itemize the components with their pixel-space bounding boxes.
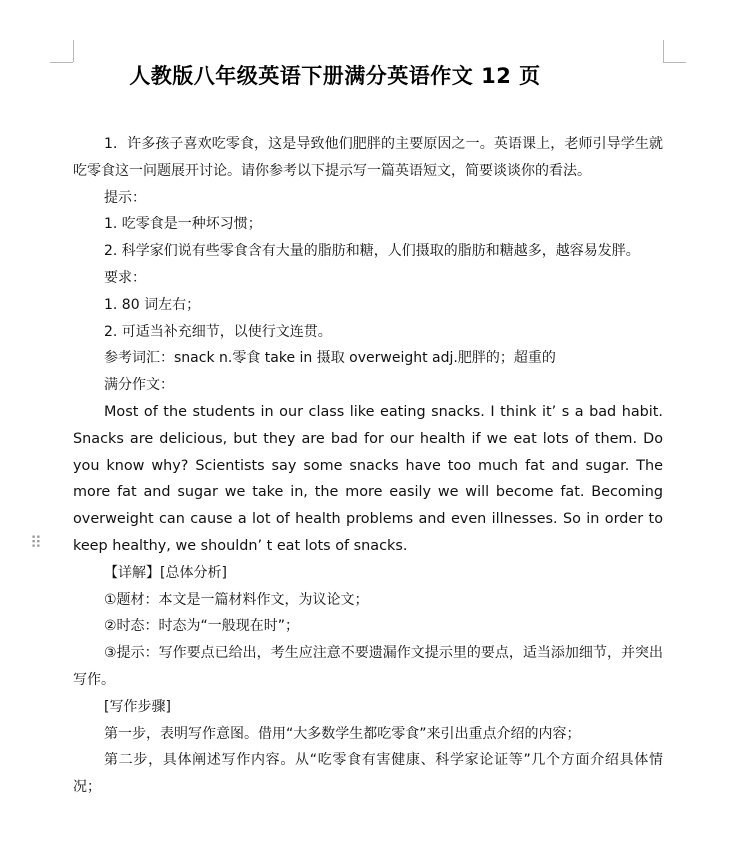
drag-handle-icon[interactable]: ⠿: [30, 533, 40, 552]
paragraph-essay: Most of the students in our class like eating snacks. I think it’ s a bad habit. Snacks are delicious, but they are bad for our health if we eat lots of them. Do you know why? Scientists say some snacks have too much fat and sugar. The more fat and sugar we take in, the more easily we will become fat. Becoming overweight can cause a lot of health problems and even illnesses. So in order to keep healthy, we shouldn’ t eat lots of snacks.: [73, 403, 663, 554]
paragraph-steps-heading: [写作步骤]: [104, 698, 171, 715]
paragraph-question: 1．许多孩子喜欢吃零食，这是导致他们肥胖的主要原因之一。英语课上，老师引导学生就吃零食这一问题展开讨论。请你参考以下提示写一篇英语短文，简要谈谈你的看法。: [73, 136, 663, 179]
paragraph-step-1: 第一步，表明写作意图。借用“大多数学生都吃零食”来引出重点介绍的内容；: [104, 725, 581, 742]
paragraph-analysis-3: ③提示：写作要点已给出，考生应注意不要遗漏作文提示里的要点，适当添加细节，并突出写作。: [73, 645, 663, 688]
crop-mark-top-left-vertical: [73, 40, 74, 62]
paragraph-hint-1: 1. 吃零食是一种坏习惯；: [104, 216, 262, 233]
paragraph-requirement-1: 1. 80 词左右；: [104, 296, 201, 313]
paragraph-hint-2: 2. 科学家们说有些零食含有大量的脂肪和糖，人们摄取的脂肪和糖越多，越容易发胖。: [104, 243, 640, 260]
page-title: 人教版八年级英语下册满分英语作文 12 页: [129, 64, 541, 88]
crop-mark-top-right-vertical: [663, 40, 664, 62]
paragraph-step-2: 第二步，具体阐述写作内容。从“吃零食有害健康、科学家论证等”几个方面介绍具体情况；: [73, 752, 663, 796]
paragraph-hint-heading: 提示：: [104, 189, 146, 206]
paragraph-requirement-2: 2. 可适当补充细节，以使行文连贯。: [104, 323, 332, 340]
paragraph-analysis-heading: 【详解】[总体分析]: [104, 564, 227, 581]
document-body: [73, 131, 663, 801]
paragraph-essay-heading: 满分作文：: [104, 377, 174, 394]
paragraph-analysis-2: ②时态：时态为“一般现在时”；: [104, 618, 300, 635]
paragraph-vocabulary: 参考词汇：snack n.零食 take in 摄取 overweight adj.肥胖的；超重的: [104, 350, 556, 367]
paragraph-requirements-heading: 要求：: [104, 269, 146, 286]
paragraph-analysis-1: ①题材：本文是一篇材料作文，为议论文；: [104, 591, 369, 608]
